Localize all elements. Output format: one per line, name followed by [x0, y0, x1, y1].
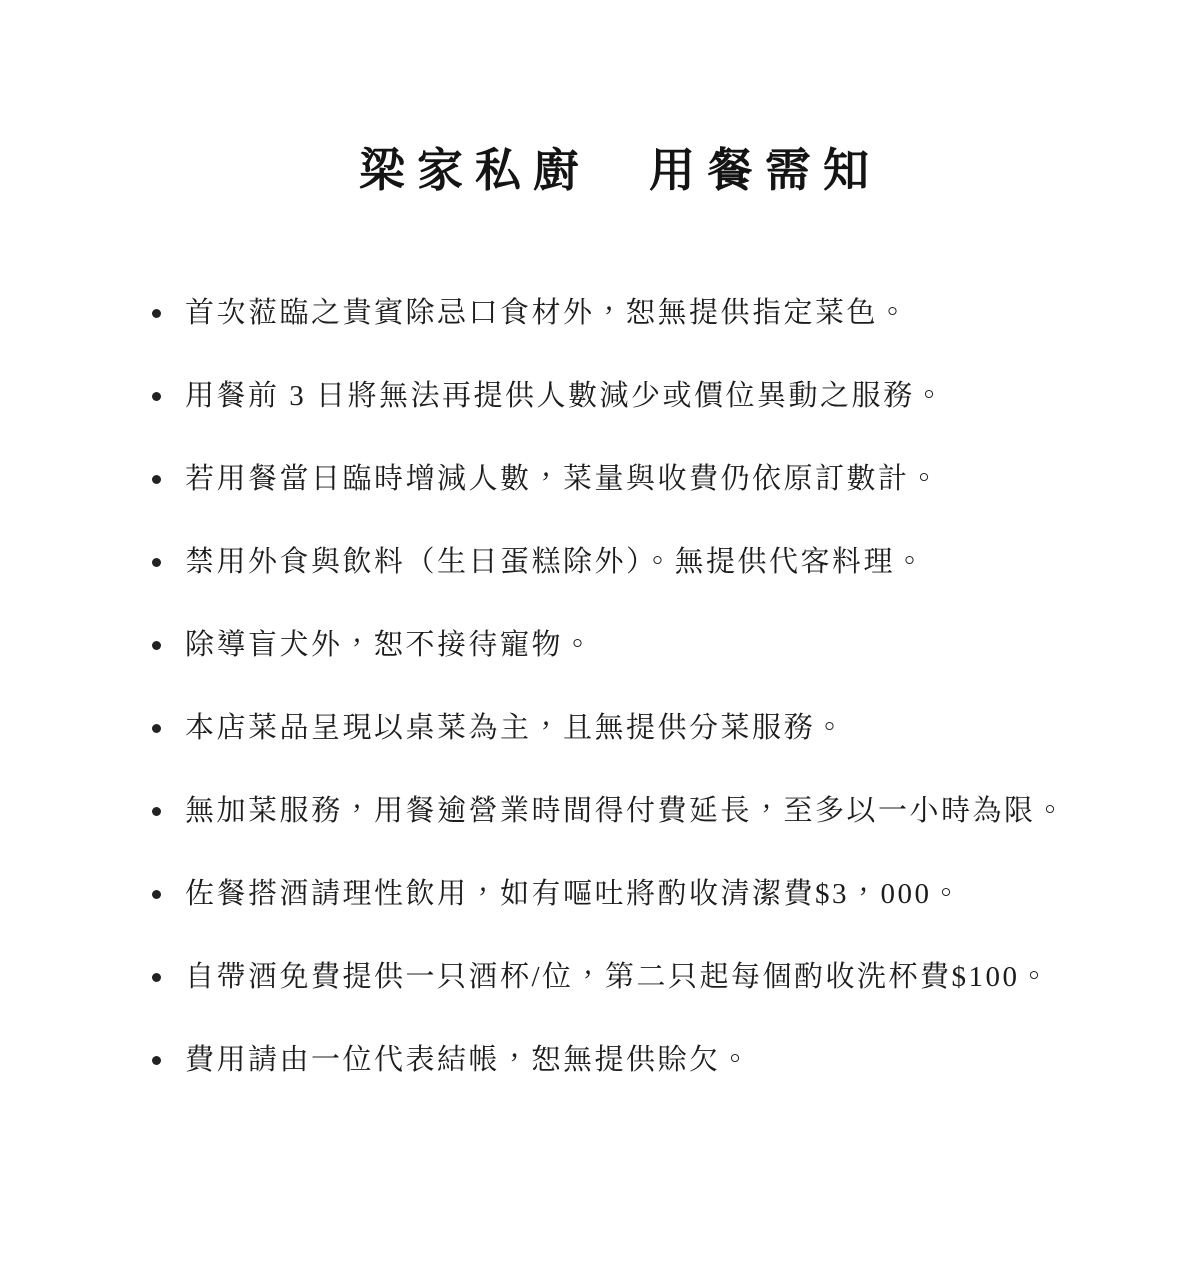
notice-item-text: 本店菜品呈現以桌菜為主，且無提供分菜服務。 — [185, 712, 847, 745]
notice-item — [150, 541, 1090, 583]
bullet-icon — [152, 973, 161, 982]
bullet-icon — [152, 309, 161, 318]
notice-item-text: 禁用外食與飲料（生日蛋糕除外）。無提供代客料理。 — [185, 546, 927, 579]
page-title: 梁家私廚 用餐需知 — [359, 145, 881, 196]
bullet-icon — [152, 890, 161, 899]
notice-item — [150, 292, 1090, 334]
bullet-icon — [152, 558, 161, 567]
bullet-icon — [152, 724, 161, 733]
notice-item-text: 費用請由一位代表結帳，恕無提供賒欠。 — [185, 1044, 753, 1077]
notice-item-text: 無加菜服務，用餐逾營業時間得付費延長，至多以一小時為限。 — [185, 795, 1068, 828]
notice-item-text: 若用餐當日臨時增減人數，菜量與收費仍依原訂數計。 — [185, 463, 942, 496]
notice-list — [150, 292, 1090, 1081]
notice-item-text: 佐餐搭酒請理性飲用，如有嘔吐將酌收清潔費$3，000。 — [185, 878, 964, 911]
notice-item — [150, 790, 1090, 832]
notice-item-text: 除導盲犬外，恕不接待寵物。 — [185, 629, 595, 662]
bullet-icon — [152, 475, 161, 484]
bullet-icon — [152, 1056, 161, 1065]
notice-item-text: 用餐前 3 日將無法再提供人數減少或價位異動之服務。 — [185, 380, 947, 413]
bullet-icon — [152, 807, 161, 816]
notice-item — [150, 458, 1090, 500]
notice-item — [150, 1039, 1090, 1081]
notice-item — [150, 956, 1090, 998]
notice-item-text: 自帶酒免費提供一只酒杯/位，第二只起每個酌收洗杯費$100。 — [185, 961, 1052, 994]
notice-item — [150, 624, 1090, 666]
bullet-icon — [152, 641, 161, 650]
notice-item — [150, 375, 1090, 417]
notice-item-text: 首次蒞臨之貴賓除忌口食材外，恕無提供指定菜色。 — [185, 297, 910, 330]
notice-item — [150, 873, 1090, 915]
notice-item — [150, 707, 1090, 749]
bullet-icon — [152, 392, 161, 401]
